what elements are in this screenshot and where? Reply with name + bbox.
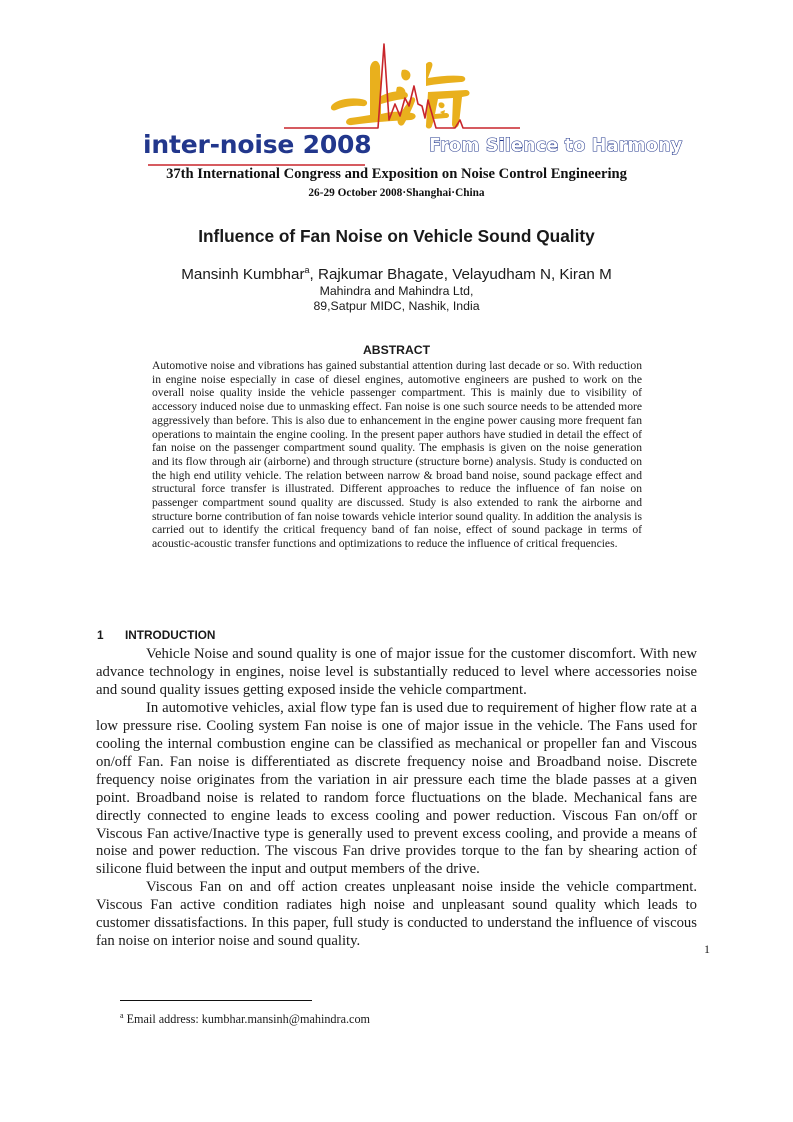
author-footnote-marker: a — [304, 265, 310, 275]
body-paragraph: Viscous Fan on and off action creates unpleasant noise inside the vehicle compartment. Viscous Fan active condition radiates high noise and unpleasant sound quality which leads to customer dissatisfactions. In this paper, full study is conducted to understand the influence of viscous fan noise on interior noise and sound quality. — [96, 879, 697, 950]
body-paragraph: In automotive vehicles, axial flow type fan is used due to requirement of higher flow rate at a low pressure rise. Cooling system Fan noise is one of major issue in the vehicle. The Fans used for cooling the internal combustion engine can be classified as mechanical or propeller fan and Viscous on/off Fan. Fan noise is differentiated as discrete frequency noise and Broadband noise. Discrete frequency noise originates from the variation in air pressure each time the blade passes at a given point. Broadband noise is related to random force fluctuations on the blade. Mechanical fans are directly connected to engine leads to excess cooling and power reduction. Viscous Fan on/off or Viscous Fan active/Inactive type is generally used to prevent excess cooling, and provide a means of noise and power reduction. The viscous Fan drive provides torque to the fan by shearing action of silicone fluid between the input and output members of the drive. — [96, 699, 697, 878]
conference-tagline: From Silence to Harmony — [429, 136, 683, 156]
congress-name: 37th International Congress and Exposition on Noise Control Engineering — [166, 166, 627, 182]
abstract-text: Automotive noise and vibrations has gained substantial attention during last decade or so. With reduction in engine noise especially in case of diesel engines, automotive engineers are pushed to work on the overall noise quality inside the vehicle passenger compartment. This is mainly due to visibility of accessory induced noise due to unmasking effect. Fan noise is one such source needs to be attended more aggressively than before. This is also due to enhancement in the engine power causing more frequent fan operations to maintain the engine cooling. In the present paper authors have studied in detail the effect of fan noise on the passenger compartment sound quality. The emphasis is given on the noise generation and its flow through air (airborne) and through structure (structure borne) analysis. Study is conducted on the high end utility vehicle. The relation between narrow & broad band noise, sound package effect and structural force transfer is illustrated. Different approaches to reduce the influence of fan noise on passenger compartment sound quality are discussed. Study is also extended to rank the airborne and structure borne contribution of fan noise towards vehicle interior sound quality. In addition the analysis is carried out to identify the critical frequency band of fan noise, effect of sound package in terms of acoustic-acoustic transfer functions and optimizations to reduce the influence of critical frequencies. — [152, 359, 642, 551]
abstract-heading: ABSTRACT — [362, 343, 431, 357]
author-list — [0, 265, 793, 283]
affiliation-line-1: Mahindra and Mahindra Ltd, — [319, 284, 474, 298]
section-number: 1 — [97, 628, 104, 642]
inter-noise-wordmark: inter-noise 2008 — [143, 130, 372, 159]
body-paragraph: Vehicle Noise and sound quality is one of major issue for the customer discomfort. With new advance technology in engines, noise level is substantially reduced to level where accessories noise and sound quality issues getting exposed inside the vehicle compartment. — [96, 646, 697, 698]
section-heading-introduction — [97, 628, 215, 642]
introduction-body — [96, 646, 697, 951]
footnote-email: Email address: kumbhar.mansinh@mahindra.com — [123, 1012, 371, 1027]
author-others: , Rajkumar Bhagate, Velayudham N, Kiran M — [309, 266, 612, 284]
congress-dates: 26-29 October 2008·Shanghai·China — [308, 187, 485, 199]
author-first: Mansinh Kumbhar — [181, 266, 305, 284]
affiliation-line-2: 89,Satpur MIDC, Nashik, India — [313, 299, 480, 313]
footnote-marker: a — [120, 1011, 124, 1020]
footnote — [120, 1011, 370, 1027]
section-title: INTRODUCTION — [125, 628, 216, 642]
conference-logo — [0, 0, 793, 170]
page-number: 1 — [704, 942, 710, 956]
footnote-separator — [120, 1000, 312, 1001]
paper-title: Influence of Fan Noise on Vehicle Sound Quality — [198, 226, 595, 246]
